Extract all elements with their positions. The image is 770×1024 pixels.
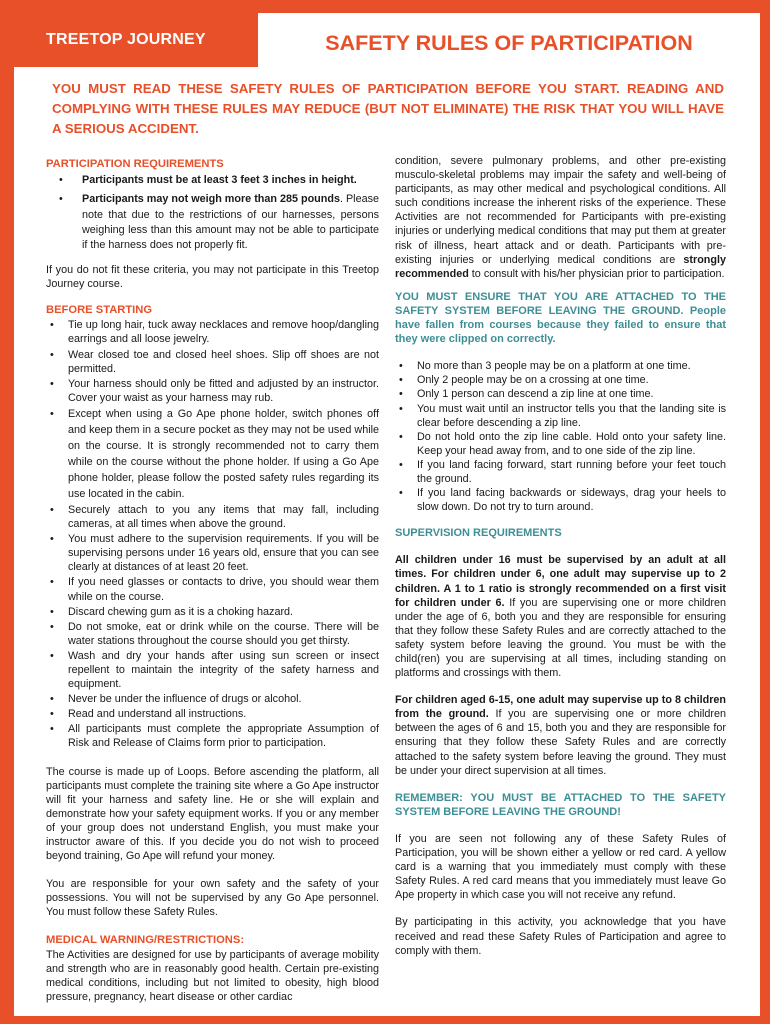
list-item: • If you land facing backwards or sideways, drag your heels to slow down. Do not try to turn around. xyxy=(395,486,726,514)
page-title: SAFETY RULES OF PARTICIPATION xyxy=(325,31,693,55)
before-heading: BEFORE STARTING xyxy=(46,304,153,317)
list-item: • Discard chewing gum as it is a choking hazard. xyxy=(46,605,379,619)
req-height: Participants must be at least 3 feet 3 inches in height. xyxy=(82,174,357,187)
left-column xyxy=(46,153,379,1004)
cards-paragraph: If you are seen not following any of these Safety Rules of Participation, you will be shown either a yellow or red card. A yellow card is a warning that you immediately must comply with these Safety Rules. A red card means that you immediately must leave Go Ape property in which case you will not receive any refund. xyxy=(395,832,726,902)
list-item: • Wear closed toe and closed heel shoes. Slip off shoes are not permitted. xyxy=(46,348,379,376)
participation-list xyxy=(46,173,379,253)
supervision-heading: SUPERVISION REQUIREMENTS xyxy=(395,527,562,540)
loops-paragraph: The course is made up of Loops. Before ascending the platform, all participants must complete the training site where a Go Ape instructor will fit your harness and safety line. He or she will explain and demonstrate how your safety equipment works. If you or any member of your group does not understand English, you must make your instructor aware of this. If you decide you do not wish to proceed beyond training, Go Ape will refund your money. xyxy=(46,765,379,863)
medical-heading: MEDICAL WARNING/RESTRICTIONS: xyxy=(46,934,245,947)
supervision-6-15: For children aged 6-15, one adult may supervise up to 8 children from the ground. If you are supervising one or more children between the ages of 6 and 15, both you and they are responsible for ensuring that they follow these Safety Rules and are correctly attached to the safety system before leaving the ground. They must be under your direct supervision at all times. xyxy=(395,694,726,777)
list-item: • If you land facing forward, start running before your feet touch the ground. xyxy=(395,458,726,486)
course-tab: TREETOP JOURNEY xyxy=(14,13,258,67)
list-item: • Do not smoke, eat or drink while on the course. There will be water stations throughout the course should you get thirsty. xyxy=(46,620,379,648)
warning-banner: YOU MUST READ THESE SAFETY RULES OF PARTICIPATION BEFORE YOU START. READING AND COMPLYING WITH THESE RULES MAY REDUCE (BUT NOT ELIMINATE) THE RISK THAT YOU WILL HAVE A SERIOUS ACCIDENT. xyxy=(52,81,724,136)
req-weight-note: . Please note that due to the restrictions of our harnesses, persons weighing less than this amount may not be able to participate if the harness does not properly fit. xyxy=(82,193,379,251)
req-weight: Participants may not weigh more than 285 pounds xyxy=(82,193,340,206)
list-item: • Tie up long hair, tuck away necklaces and remove hoop/dangling earrings and all loose jewelry. xyxy=(46,318,379,346)
before-list xyxy=(46,318,379,750)
list-item: • Wash and dry your hands after using sun screen or insect repellent to maintain the integrity of the safety harness and equipment. xyxy=(46,649,379,691)
list-item: • If you need glasses or contacts to drive, you should wear them while on the course. xyxy=(46,575,379,603)
list-item: • No more than 3 people may be on a platform at one time. xyxy=(395,359,726,373)
list-item: • Read and understand all instructions. xyxy=(46,707,379,721)
platform-rules-list xyxy=(395,359,726,514)
list-item: • You must wait until an instructor tells you that the landing site is clear before descending a zip line. xyxy=(395,402,726,430)
remember-heading: REMEMBER: YOU MUST BE ATTACHED TO THE SAFETY SYSTEM BEFORE LEAVING THE GROUND! xyxy=(395,791,726,818)
acknowledgement-paragraph: By participating in this activity, you acknowledge that you have received and read these Safety Rules of Participation and agree to comply with them. xyxy=(395,916,726,957)
supervision-under-16: All children under 16 must be supervised by an adult at all times. For children under 6, one adult may supervise up to 2 children. A 1 to 1 ratio is strongly recommended on a first visit for children under 6. If you are supervising one or more children under the age of 6, both you and they are responsible for ensuring that they follow these Safety Rules and are correctly attached to the safety system before leaving the ground. You must be with the child(ren) you are supervising at all times, including standing on platforms and crossings with them. xyxy=(395,554,726,680)
criteria-note: If you do not fit these criteria, you may not participate in this Treetop Journey course. xyxy=(46,264,379,291)
list-item: • All participants must complete the appropriate Assumption of Risk and Release of Claims form prior to participation. xyxy=(46,722,379,750)
list-item: • Only 2 people may be on a crossing at one time. xyxy=(395,373,726,387)
list-item: • Never be under the influence of drugs or alcohol. xyxy=(46,692,379,706)
list-item: • Only 1 person can descend a zip line at one time. xyxy=(395,387,726,401)
attached-heading: YOU MUST ENSURE THAT YOU ARE ATTACHED TO THE SAFETY SYSTEM BEFORE LEAVING THE GROUND. People have fallen from courses because they failed to ensure that they were clipped on correctly. xyxy=(395,290,726,346)
participation-heading: PARTICIPATION REQUIREMENTS xyxy=(46,158,224,170)
list-item: • Your harness should only be fitted and adjusted by an instructor. Cover your waist as your harness may rub. xyxy=(46,377,379,405)
responsibility-paragraph: You are responsible for your own safety and the safety of your possessions. You will not be supervised by any Go Ape personnel. You must follow these Safety Rules. xyxy=(46,878,379,919)
list-item xyxy=(46,173,379,188)
medical-continued: condition, severe pulmonary problems, and other pre-existing musculo-skeletal problems may impair the safety and well-being of participants, as may other medical and psychological conditions. All such conditions increase the inherent risks of the experience. These Activities are not recommended for Participants with pre-existing injuries or underlying medical conditions that may put them at greater risk of illness, heart attack and or death. Participants with pre-existing injuries or underlying medical conditions are strongly recommended to consult with his/her physician prior to participation. xyxy=(395,155,726,280)
list-item: • Do not hold onto the zip line cable. Hold onto your safety line. Keep your head away from, and to one side of the zip line. xyxy=(395,430,726,458)
list-item: • You must adhere to the supervision requirements. If you will be supervising persons under 16 years old, ensure that you can see clearly at distances of at least 20 feet. xyxy=(46,532,379,574)
right-column xyxy=(395,154,726,958)
strongly-recommended: strongly recommended xyxy=(395,253,726,280)
document-page xyxy=(14,13,760,1016)
list-item: • Securely attach to you any items that may fall, including cameras, at all times when above the ground. xyxy=(46,503,379,531)
list-item: • Except when using a Go Ape phone holder, switch phones off and keep them in a secure pocket as they may not be used while on the course. It is strongly recommended not to carry them while on the course without the phone holder. If using a Go Ape phone holder, please follow the posted safety rules regarding its use located in the cabin. xyxy=(46,406,379,502)
medical-paragraph: The Activities are designed for use by participants of average mobility and strength who are in reasonably good health. Certain pre-existing medical conditions, including but not limited to obesity, high blood pressure, pregnancy, heart disease or other cardiac xyxy=(46,948,379,1003)
list-item xyxy=(46,192,379,253)
